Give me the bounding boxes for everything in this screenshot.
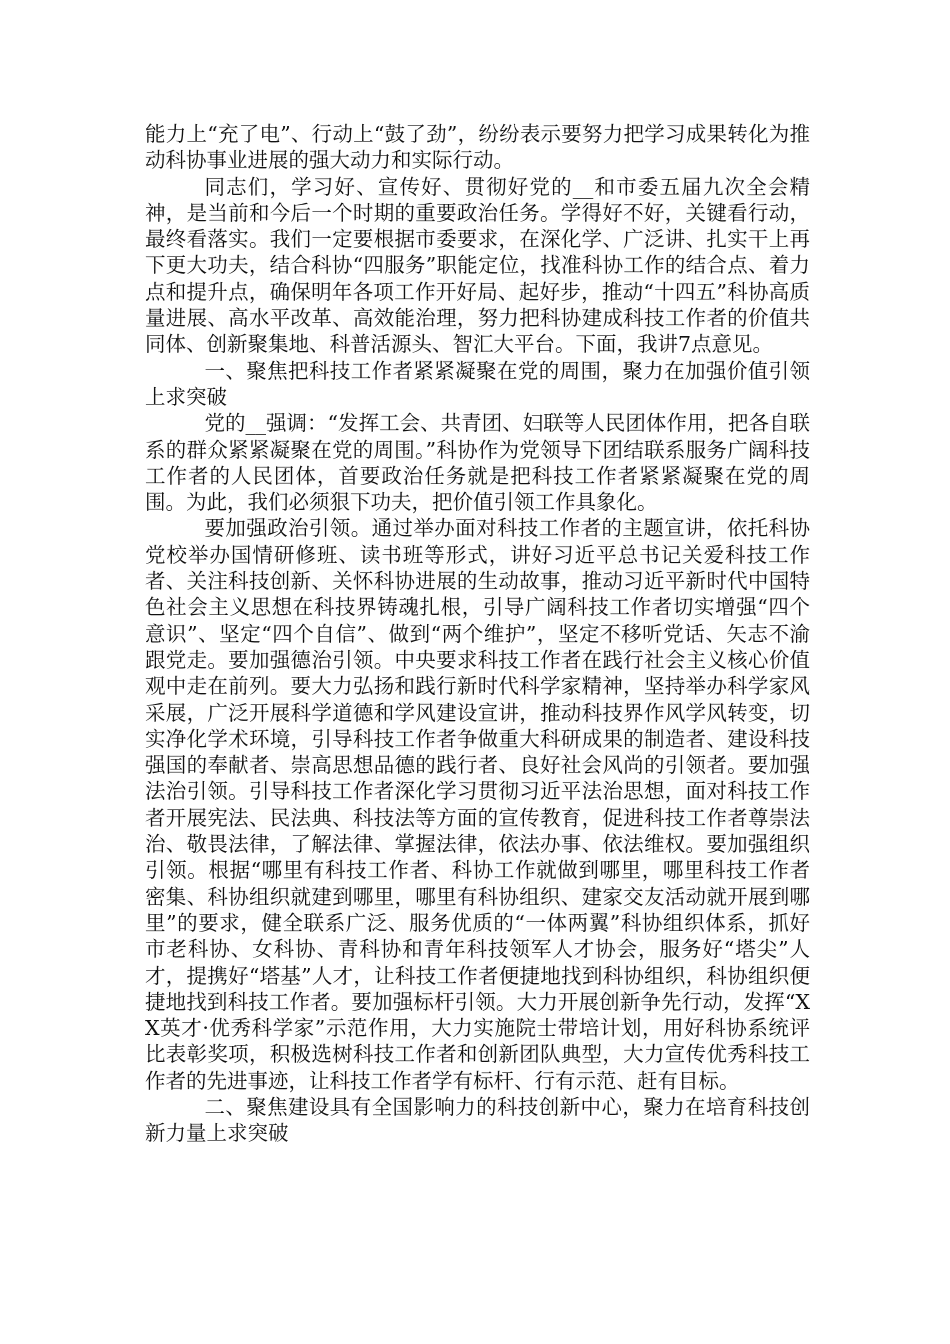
section-heading-1: 一、聚焦把科技工作者紧紧凝聚在党的周围，聚力在加强价值引领上求突破 — [145, 358, 810, 409]
paragraph-value-guidance: 要加强政治引领。通过举办面对科技工作者的主题宣讲，依托科协党校举办国情研修班、读书班等形式，讲好习近平总书记关爱科技工作者、关注科技创新、关怀科协进展的生动故事，推动习近平新时代中国特色社会主义思想在科技界铸魂扎根，引导广阔科技工作者切实增强“四个意识”、坚定“四个自信”、做到“两个维护”，坚定不移听党话、矢志不渝跟党走。要加强德治引领。中央要求科技工作者在践行社会主义核心价值观中走在前列。要大力弘扬和践行新时代科学家精神，坚持举办科学家风采展，广泛开展科学道德和学风建设宣讲，推动科技界作风学风转变，切实净化学术环境，引导科技工作者争做重大科研成果的制造者、建设科技强国的奉献者、崇高思想品德的践行者、良好社会风尚的引领者。要加强法治引领。引导科技工作者深化学习贯彻习近平法治思想，面对科技工作者开展宪法、民法典、科技法等方面的宣传教育，促进科技工作者尊崇法治、敬畏法律，了解法律、掌握法律，依法办事、依法维权。要加强组织引领。根据“哪里有科技工作者、科协工作就做到哪里，哪里科技工作者密集、科协组织就建到哪里，哪里有科协组织、建家交友活动就开展到哪里”的要求，健全联系广泛、服务优质的“一体两翼”科协组织体系，抓好市老科协、女科协、青科协和青年科技领军人才协会，服务好“塔尖”人才，提携好“塔基”人才，让科技工作者便捷地找到科协组织，科协组织便捷地找到科技工作者。要加强标杆引领。大力开展创新争先行动，发挥“XX英才·优秀科学家”示范作用，大力实施院士带培计划，用好科协系统评比表彰奖项，积极选树科技工作者和创新团队典型，大力宣传优秀科技工作者的先进事迹，让科技工作者学有标杆、行有示范、赶有目标。 — [145, 516, 810, 1093]
paragraph-party-requirement: 党的__强调：“发挥工会、共青团、妇联等人民团体作用，把各自联系的群众紧紧凝聚在党的周围。”科协作为党领导下团结联系服务广阔科技工作者的人民团体，首要政治任务就是把科技工作者紧紧凝聚在党的周围。为此，我们必须狠下功夫，把价值引领工作具象化。 — [145, 411, 810, 515]
paragraph-continuation: 能力上“充了电”、行动上“鼓了劲”，纷纷表示要努力把学习成果转化为推动科协事业进展的强大动力和实际行动。 — [145, 122, 810, 173]
paragraph-study-implementation: 同志们，学习好、宣传好、贯彻好党的__和市委五届九次全会精神，是当前和今后一个时期的重要政治任务。学得好不好，关键看行动，最终看落实。我们一定要根据市委要求，在深化学、广泛讲、扎实干上再下更大功夫，结合科协“四服务”职能定位，找准科协工作的结合点、着力点和提升点，确保明年各项工作开好局、起好步，推动“十四五”科协高质量进展、高水平改革、高效能治理，努力把科协建成科技工作者的价值共同体、创新聚集地、科普活源头、智汇大平台。下面，我讲7点意见。 — [145, 174, 810, 357]
document-body — [145, 121, 810, 1147]
section-heading-2: 二、聚焦建设具有全国影响力的科技创新中心，聚力在培育科技创新力量上求突破 — [145, 1094, 810, 1146]
